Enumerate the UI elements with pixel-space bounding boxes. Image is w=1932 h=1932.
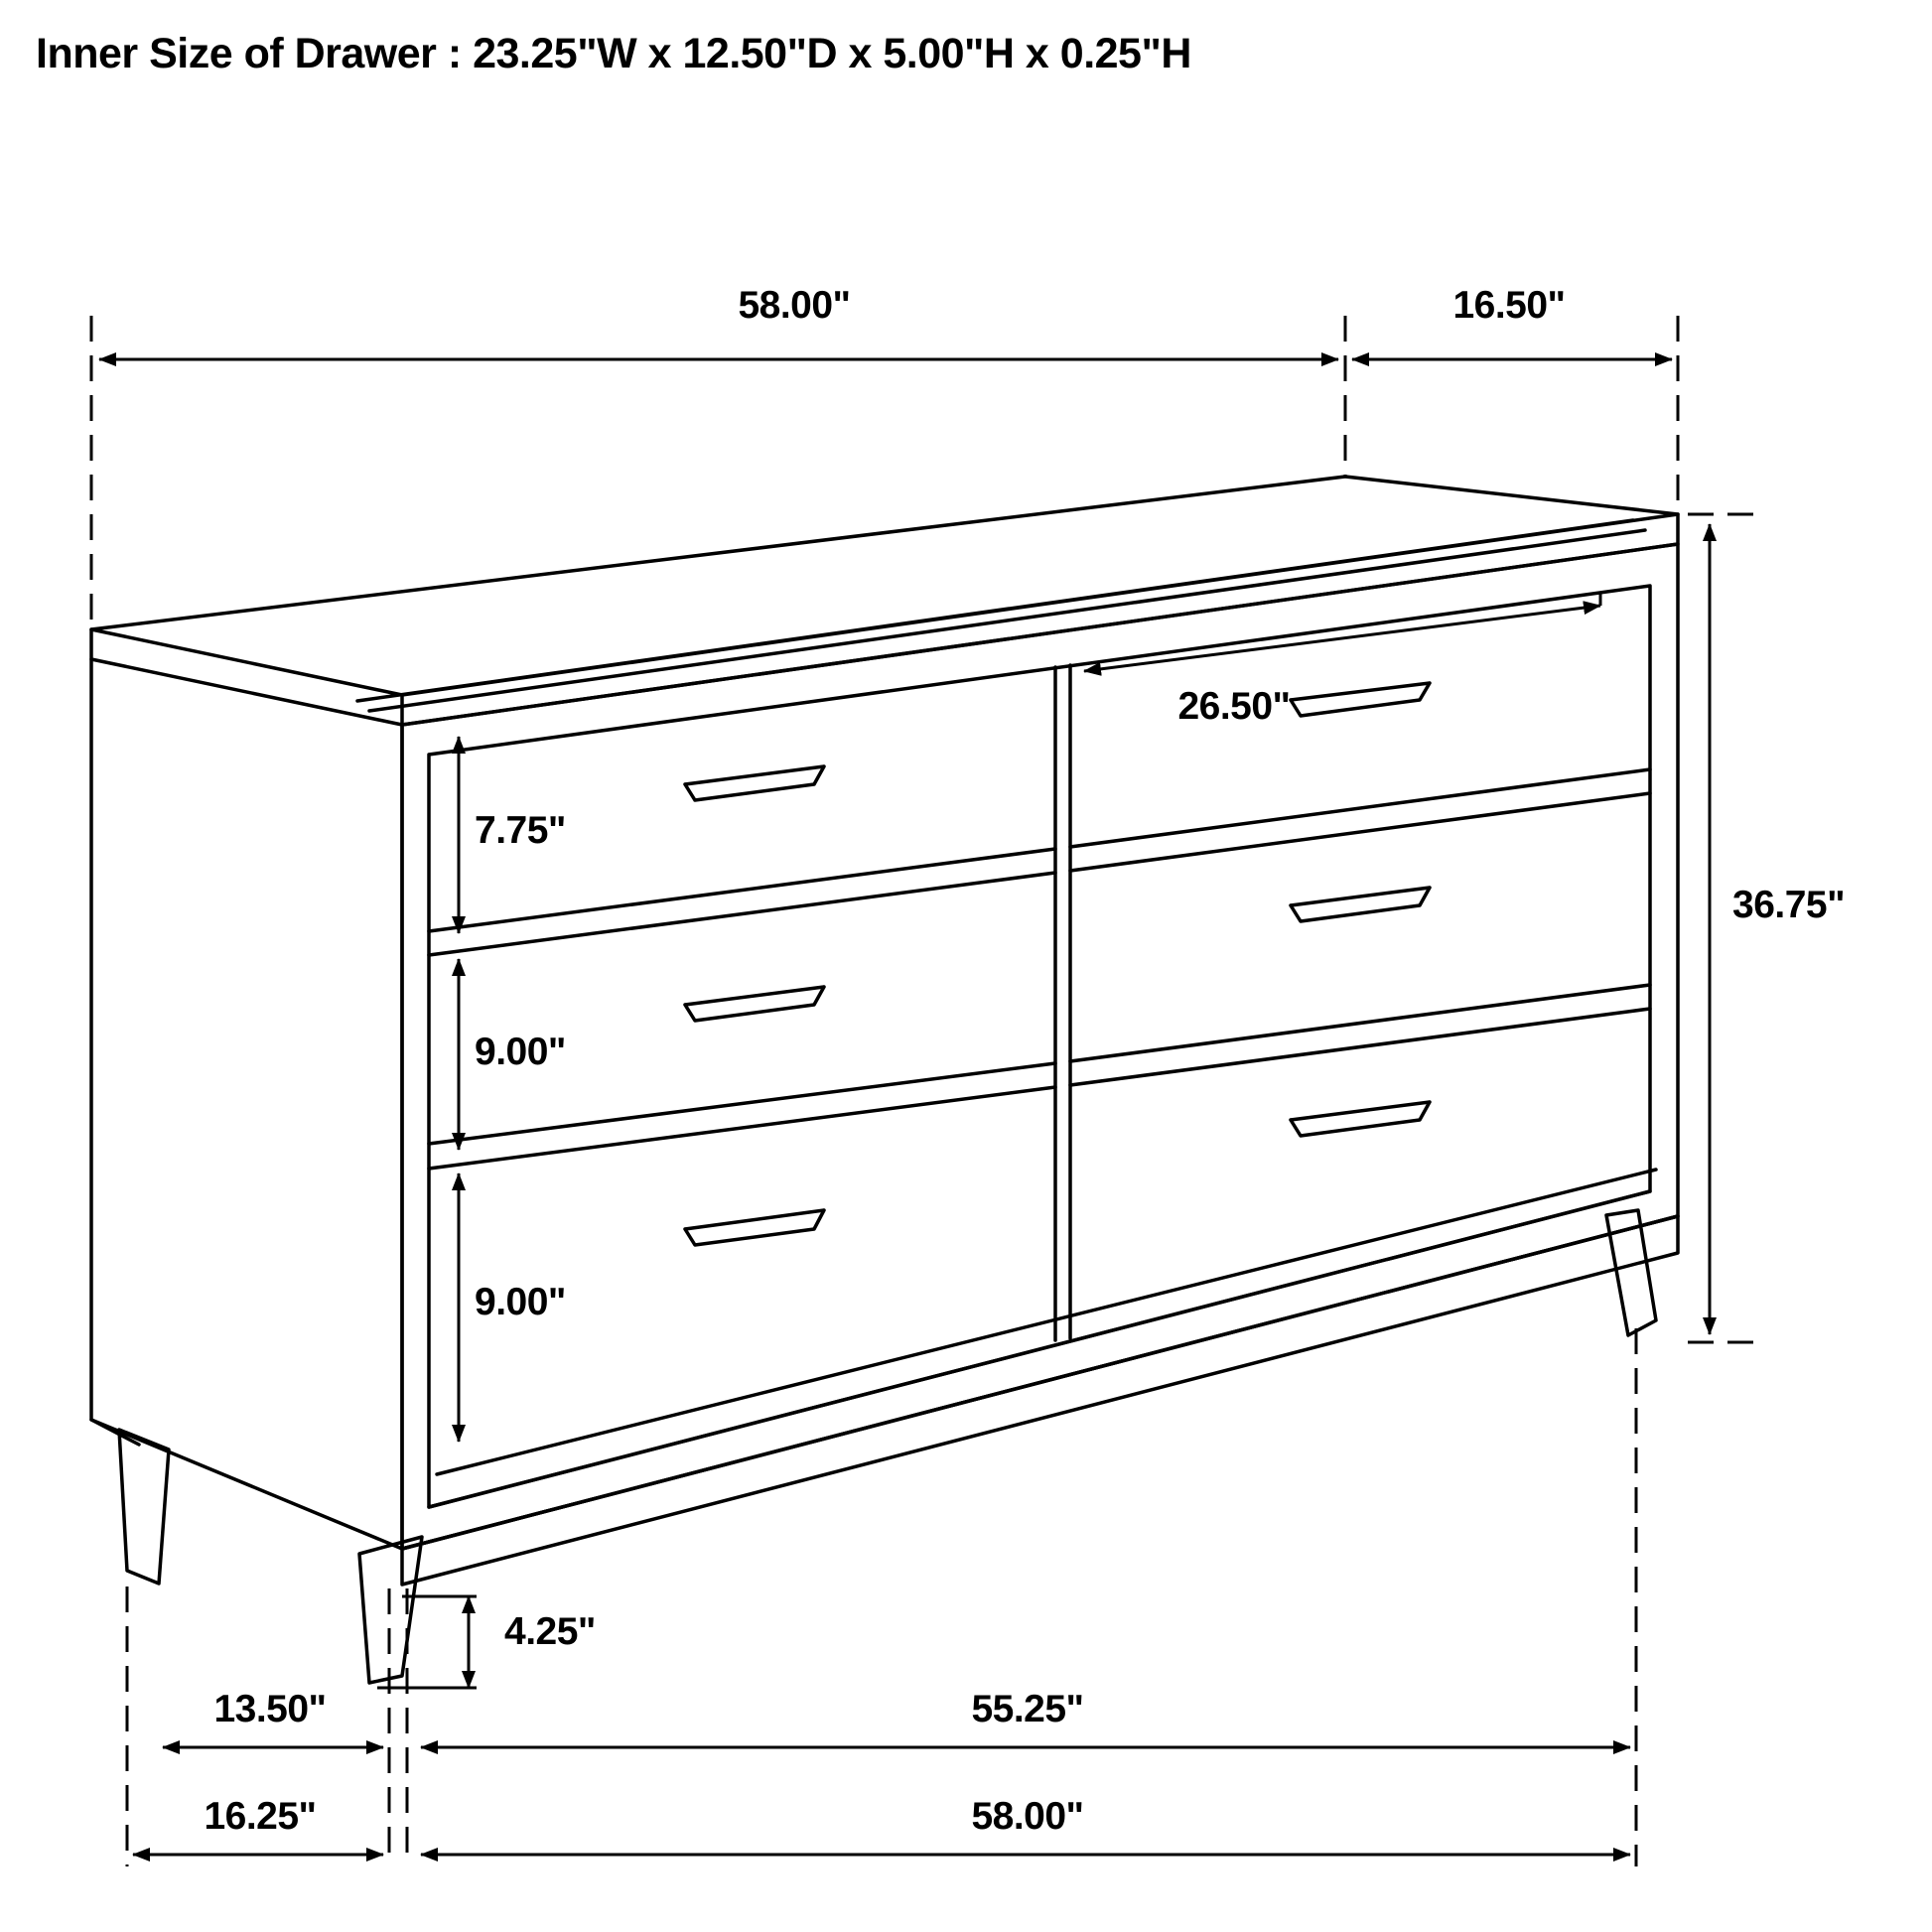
dim-top-depth: 16.50"	[1452, 284, 1566, 327]
dim-leg-height: 4.25"	[504, 1610, 596, 1653]
dim-base-width-outer: 58.00"	[971, 1795, 1084, 1838]
dresser-body	[91, 477, 1678, 1683]
dim-top-width: 58.00"	[738, 284, 851, 327]
dim-drawer-height-middle: 9.00"	[475, 1031, 566, 1073]
dim-base-width-inner: 55.25"	[971, 1688, 1084, 1730]
dim-base-depth: 13.50"	[213, 1688, 327, 1730]
dim-base-depth-outer: 16.25"	[204, 1795, 317, 1838]
page-title: Inner Size of Drawer : 23.25"W x 12.50"D x 5.00"H x 0.25"H	[36, 30, 1191, 77]
dim-drawer-height-bottom: 9.00"	[475, 1281, 566, 1323]
dim-drawer-height-top: 7.75"	[475, 809, 566, 852]
dim-overall-height: 36.75"	[1732, 884, 1846, 926]
dim-drawer-width: 26.50"	[1177, 685, 1291, 728]
